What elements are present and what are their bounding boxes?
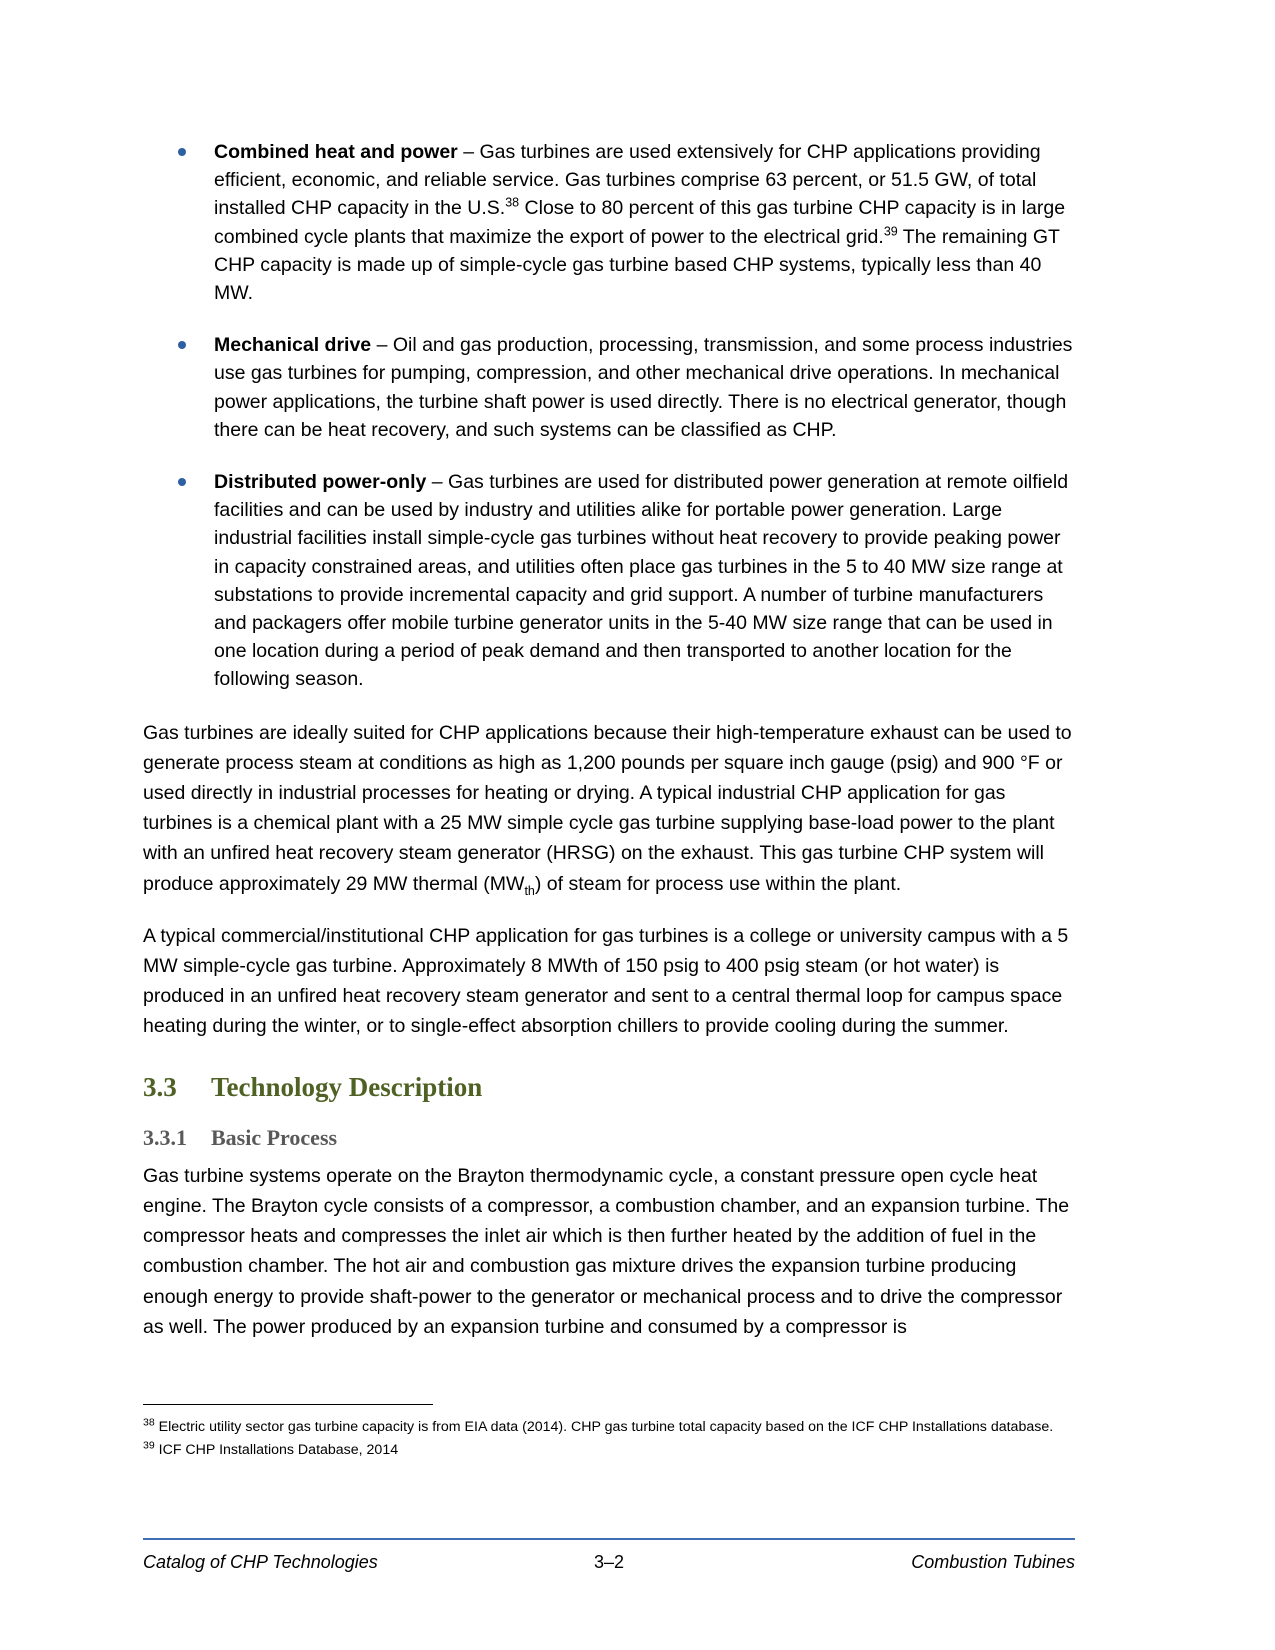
heading-number: 3.3 <box>143 1071 177 1102</box>
footnotes-section <box>143 1404 1075 1461</box>
bullet-lead-label: Distributed power-only <box>214 471 427 494</box>
footer-divider-rule <box>143 1538 1075 1540</box>
footnote-number: 38 <box>143 1416 155 1429</box>
footer-chapter-title: Combustion Tubines <box>911 1552 1075 1572</box>
page-footer <box>143 1538 1075 1573</box>
list-item <box>143 468 1075 694</box>
bullet-dot-icon <box>178 478 186 486</box>
footnote-text: ICF CHP Installations Database, 2014 <box>154 1441 399 1458</box>
footnote-number: 39 <box>143 1438 155 1451</box>
list-item <box>143 331 1075 444</box>
bullet-text-3: The remaining GT CHP capacity is made up of simple-cycle gas turbine based CHP systems, typically less than 40 MW. <box>214 225 1060 305</box>
bullet-dot-icon <box>178 148 186 156</box>
footnote-38 <box>143 1416 1075 1439</box>
footer-row <box>143 1552 1075 1573</box>
bullet-dot-icon <box>178 341 186 349</box>
heading-technology-description <box>143 1072 1075 1103</box>
paragraph-brayton-cycle: Gas turbine systems operate on the Brayton thermodynamic cycle, a constant pressure open cycle heat engine. The Brayton cycle consists of a compressor, a combustion chamber, and an expansion turbine. The compressor heats and compresses the inlet air which is then further heated by the addition of fuel in the combustion chamber. The hot air and combustion gas mixture drives the expansion turbine producing enough energy to provide shaft-power to the generator or mechanical process and to drive the compressor as well. The power produced by an expansion turbine and consumed by a compressor is <box>143 1164 1070 1338</box>
page-number: 3–2 <box>593 1552 625 1572</box>
applications-bullet-list <box>143 138 1075 694</box>
bullet-lead-label: Mechanical drive <box>214 334 372 357</box>
bullet-text-2: Close to 80 percent of this gas turbine CHP capacity is in large combined cycle plants that maximize the export of power to the electrical grid. <box>214 197 1066 248</box>
bullet-text: – Oil and gas production, processing, transmission, and some process industries use gas turbines for pumping, compression, and other mechanical drive operations. In mechanical power applications, the turbine shaft power is used directly. There is no electrical generator, though there can be heat recovery, and such systems can be classified as CHP. <box>214 334 1073 441</box>
subscript-th: th <box>524 883 535 898</box>
bullet-text: – Gas turbines are used for distributed power generation at remote oilfield facilities and can be used by industry and utilities alike for portable power generation. Large industrial facilities install simple-cycle gas turbines without heat recovery to provide peaking power in capacity constrained areas, and utilities often place gas turbines in the 5 to 40 MW size range at substations to provide incremental capacity and grid support. A number of turbine manufacturers and packagers offer mobile turbine generator units in the 5-40 MW size range that can be used in one location during a period of peak demand and then transported to another location for the following season. <box>214 471 1069 691</box>
subheading-title: Basic Process <box>211 1124 338 1150</box>
paragraph-commercial-institutional: A typical commercial/institutional CHP application for gas turbines is a college or university campus with a 5 MW simple-cycle gas turbine. Approximately 8 MWth of 150 psig to 400 psig steam (or hot water) is produced in an unfired heat recovery steam generator and sent to a central thermal loop for campus space heating during the winter, or to single-effect absorption chillers to provide cooling during the summer. <box>143 924 1069 1038</box>
list-item <box>143 138 1075 307</box>
footnote-39 <box>143 1439 1075 1462</box>
footer-document-title: Catalog of CHP Technologies <box>143 1552 378 1572</box>
footnote-reference-38: 38 <box>505 195 520 210</box>
paragraph-text-part-1: Gas turbines are ideally suited for CHP applications because their high-temperature exhaust can be used to generate process steam at conditions as high as 1,200 pounds per square inch gauge (psig) and 900 °F or used directly in industrial processes for heating or drying. A typical industrial CHP application for gas turbines is a chemical plant with a 25 MW simple cycle gas turbine supplying base-load power to the plant with an unfired heat recovery steam generator (HRSG) on the exhaust. This gas turbine CHP system will produce approximately 29 MW thermal (MW <box>143 721 1072 895</box>
bullet-text: – Gas turbines are used extensively for CHP applications providing efficient, economic, and reliable service. Gas turbines comprise 63 percent, or 51.5 GW, of total installed CHP capacity in the U.S. <box>214 141 1041 220</box>
heading-basic-process <box>143 1125 1075 1151</box>
footnote-separator-rule <box>143 1404 433 1405</box>
page-content <box>143 138 1075 1364</box>
paragraph-text-part-2: ) of steam for process use within the plant. <box>534 872 902 895</box>
heading-title: Technology Description <box>211 1071 483 1102</box>
subheading-number: 3.3.1 <box>143 1124 187 1150</box>
footnote-reference-39: 39 <box>883 224 898 239</box>
bullet-lead-label: Combined heat and power <box>214 141 458 163</box>
paragraph-chp-suitability <box>143 718 1075 899</box>
footnote-text: Electric utility sector gas turbine capacity is from EIA data (2014). CHP gas turbine total capacity based on the ICF CHP Installations database. <box>154 1419 1054 1435</box>
